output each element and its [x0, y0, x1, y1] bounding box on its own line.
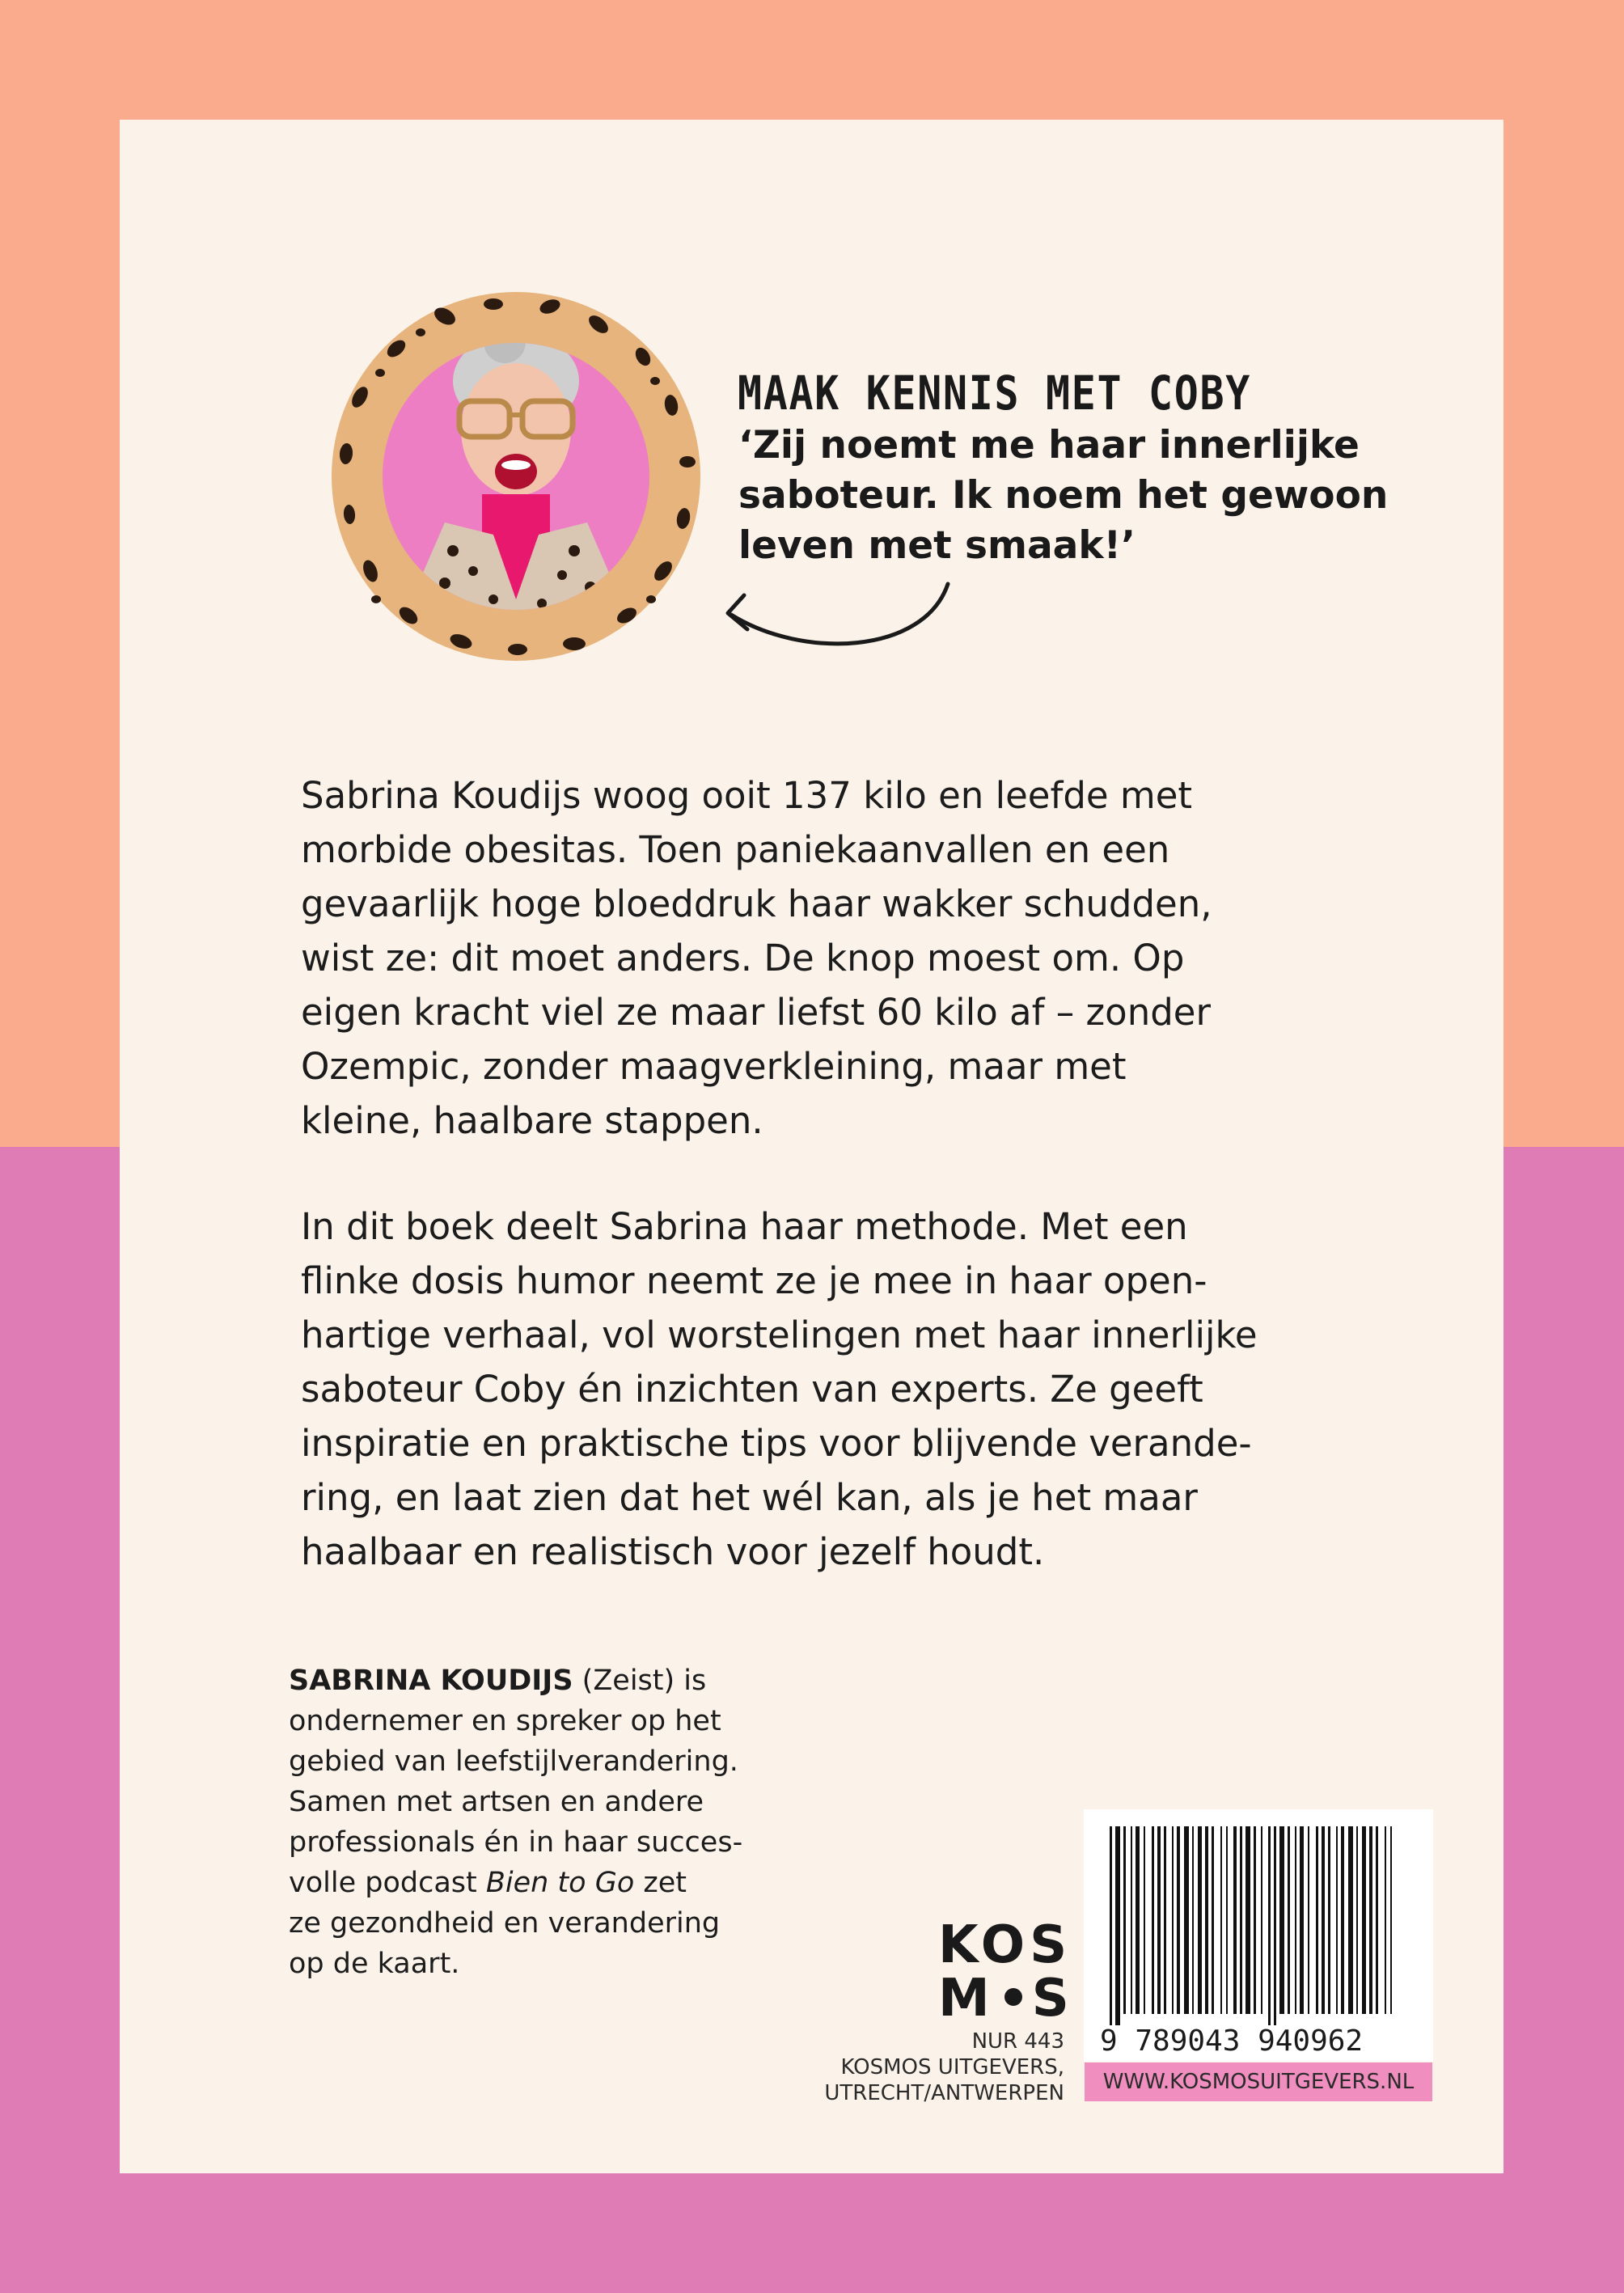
nur-code: NUR 443 — [971, 2029, 1064, 2054]
body-paragraph-2 — [301, 1199, 1352, 1579]
bio-text: volle podcast — [289, 1867, 486, 1899]
quote-line: saboteur. Ik noem het gewoon — [738, 473, 1389, 518]
logo-dot-icon — [1004, 1988, 1022, 2006]
body-line: Sabrina Koudijs woog ooit 137 kilo en leefde met — [301, 774, 1193, 817]
body-line: Ozempic, zonder maagverkleining, maar met — [301, 1045, 1127, 1088]
barcode-bar — [1336, 1826, 1338, 2014]
barcode-bar — [1123, 1826, 1126, 2014]
publisher-location: UTRECHT/ANTWERPEN — [824, 2081, 1064, 2105]
bio-line — [289, 1661, 871, 1701]
barcode-bar — [1300, 1826, 1304, 2014]
logo-top: KOS — [938, 1915, 1072, 1975]
author-name: SABRINA KOUDIJS — [289, 1665, 573, 1697]
bio-line: gebied van leefstijlverandering. — [289, 1745, 738, 1778]
barcode-bar — [1245, 1826, 1250, 2014]
barcode-bar — [1205, 1826, 1208, 2014]
publisher-info — [793, 2029, 1064, 2106]
barcode-bar — [1385, 1826, 1386, 2014]
barcode-bar — [1212, 1826, 1214, 2014]
barcode-icon — [1110, 1826, 1397, 2025]
barcode-bar — [1110, 1826, 1112, 2025]
barcode-bar — [1274, 1826, 1276, 2025]
bio-text: zet — [634, 1867, 687, 1899]
isbn-number: 9 789043 940962 — [1100, 2024, 1364, 2058]
barcode-bar — [1172, 1826, 1174, 2014]
barcode-bar — [1390, 1826, 1392, 2014]
body-line: flinke dosis humor neemt ze je mee in haar open- — [301, 1259, 1207, 1302]
body-line: kleine, haalbare stappen. — [301, 1099, 763, 1142]
body-line: haalbaar en realistisch voor jezelf houdt. — [301, 1530, 1045, 1573]
barcode-bar — [1369, 1826, 1372, 2014]
bio-text: (Zeist) is — [573, 1665, 707, 1697]
barcode-bar — [1279, 1826, 1284, 2014]
barcode-bar — [1341, 1826, 1344, 2014]
barcode-bar — [1136, 1826, 1140, 2014]
body-line: gevaarlijk hoge bloeddruk haar wakker schudden, — [301, 882, 1212, 925]
barcode-bar — [1362, 1826, 1366, 2014]
barcode-bar — [1226, 1826, 1228, 2014]
leopard-frame-portrait-icon — [332, 292, 700, 661]
body-line: morbide obesitas. Toen paniekaanvallen en een — [301, 828, 1170, 871]
barcode-bar — [1376, 1826, 1378, 2014]
barcode-bar — [1233, 1826, 1237, 2014]
barcode-bar — [1184, 1826, 1189, 2014]
barcode-bar — [1152, 1826, 1154, 2014]
barcode-bar — [1322, 1826, 1325, 2014]
barcode-bar — [1164, 1826, 1166, 2014]
quote-text — [738, 421, 1389, 571]
curved-arrow-icon — [705, 574, 956, 663]
barcode-bar — [1268, 1826, 1271, 2025]
barcode-bar — [1240, 1826, 1242, 2014]
logo-bottom: M S — [938, 1969, 1074, 2029]
barcode-bar — [1198, 1826, 1202, 2014]
barcode-bar — [1131, 1826, 1132, 2014]
body-line: inspiratie en praktische tips voor blijvende verande- — [301, 1422, 1252, 1465]
website-url: WWW.KOSMOSUITGEVERS.NL — [1085, 2062, 1432, 2101]
barcode-bar — [1115, 1826, 1120, 2025]
author-bio — [289, 1661, 871, 1984]
barcode-bar — [1254, 1826, 1256, 2014]
body-line: eigen kracht viel ze maar liefst 60 kilo af – zonder — [301, 991, 1211, 1034]
barcode-bar — [1144, 1826, 1145, 2014]
barcode-bar — [1328, 1826, 1330, 2014]
barcode-bar — [1177, 1826, 1180, 2014]
quote-line: ‘Zij noemt me haar innerlijke — [738, 423, 1360, 467]
body-paragraph-1 — [301, 768, 1352, 1148]
barcode-bar — [1308, 1826, 1309, 2014]
quote-line: leven met smaak!’ — [738, 523, 1136, 568]
publisher-logo — [938, 1915, 1074, 2029]
barcode-bar — [1316, 1826, 1318, 2014]
bio-line — [289, 1863, 871, 1903]
body-line: ring, en laat zien dat het wél kan, als je het maar — [301, 1476, 1198, 1519]
podcast-title: Bien to Go — [485, 1867, 635, 1899]
bio-line: ondernemer en spreker op het — [289, 1705, 721, 1737]
body-line: In dit boek deelt Sabrina haar methode. Met een — [301, 1205, 1188, 1248]
body-line: wist ze: dit moet anders. De knop moest om. Op — [301, 937, 1185, 979]
publisher-name: KOSMOS UITGEVERS, — [840, 2055, 1064, 2079]
barcode-bar — [1356, 1826, 1358, 2014]
barcode-bar — [1288, 1826, 1290, 2014]
barcode-bar — [1348, 1826, 1353, 2014]
bio-line: ze gezondheid en verandering — [289, 1907, 721, 1940]
barcode-bar — [1295, 1826, 1296, 2014]
bio-line: professionals én in haar succes- — [289, 1826, 743, 1859]
barcode-bar — [1157, 1826, 1161, 2014]
bio-line: op de kaart. — [289, 1948, 460, 1980]
body-line: saboteur Coby én inzichten van experts. Ze geeft — [301, 1368, 1203, 1411]
barcode-bar — [1220, 1826, 1222, 2014]
barcode-bar — [1261, 1826, 1262, 2014]
bio-line: Samen met artsen en andere — [289, 1786, 704, 1818]
quote-heading: MAAK KENNIS MET COBY — [738, 366, 1252, 421]
barcode-bar — [1192, 1826, 1194, 2014]
body-line: hartige verhaal, vol worstelingen met haar innerlijke — [301, 1314, 1258, 1356]
